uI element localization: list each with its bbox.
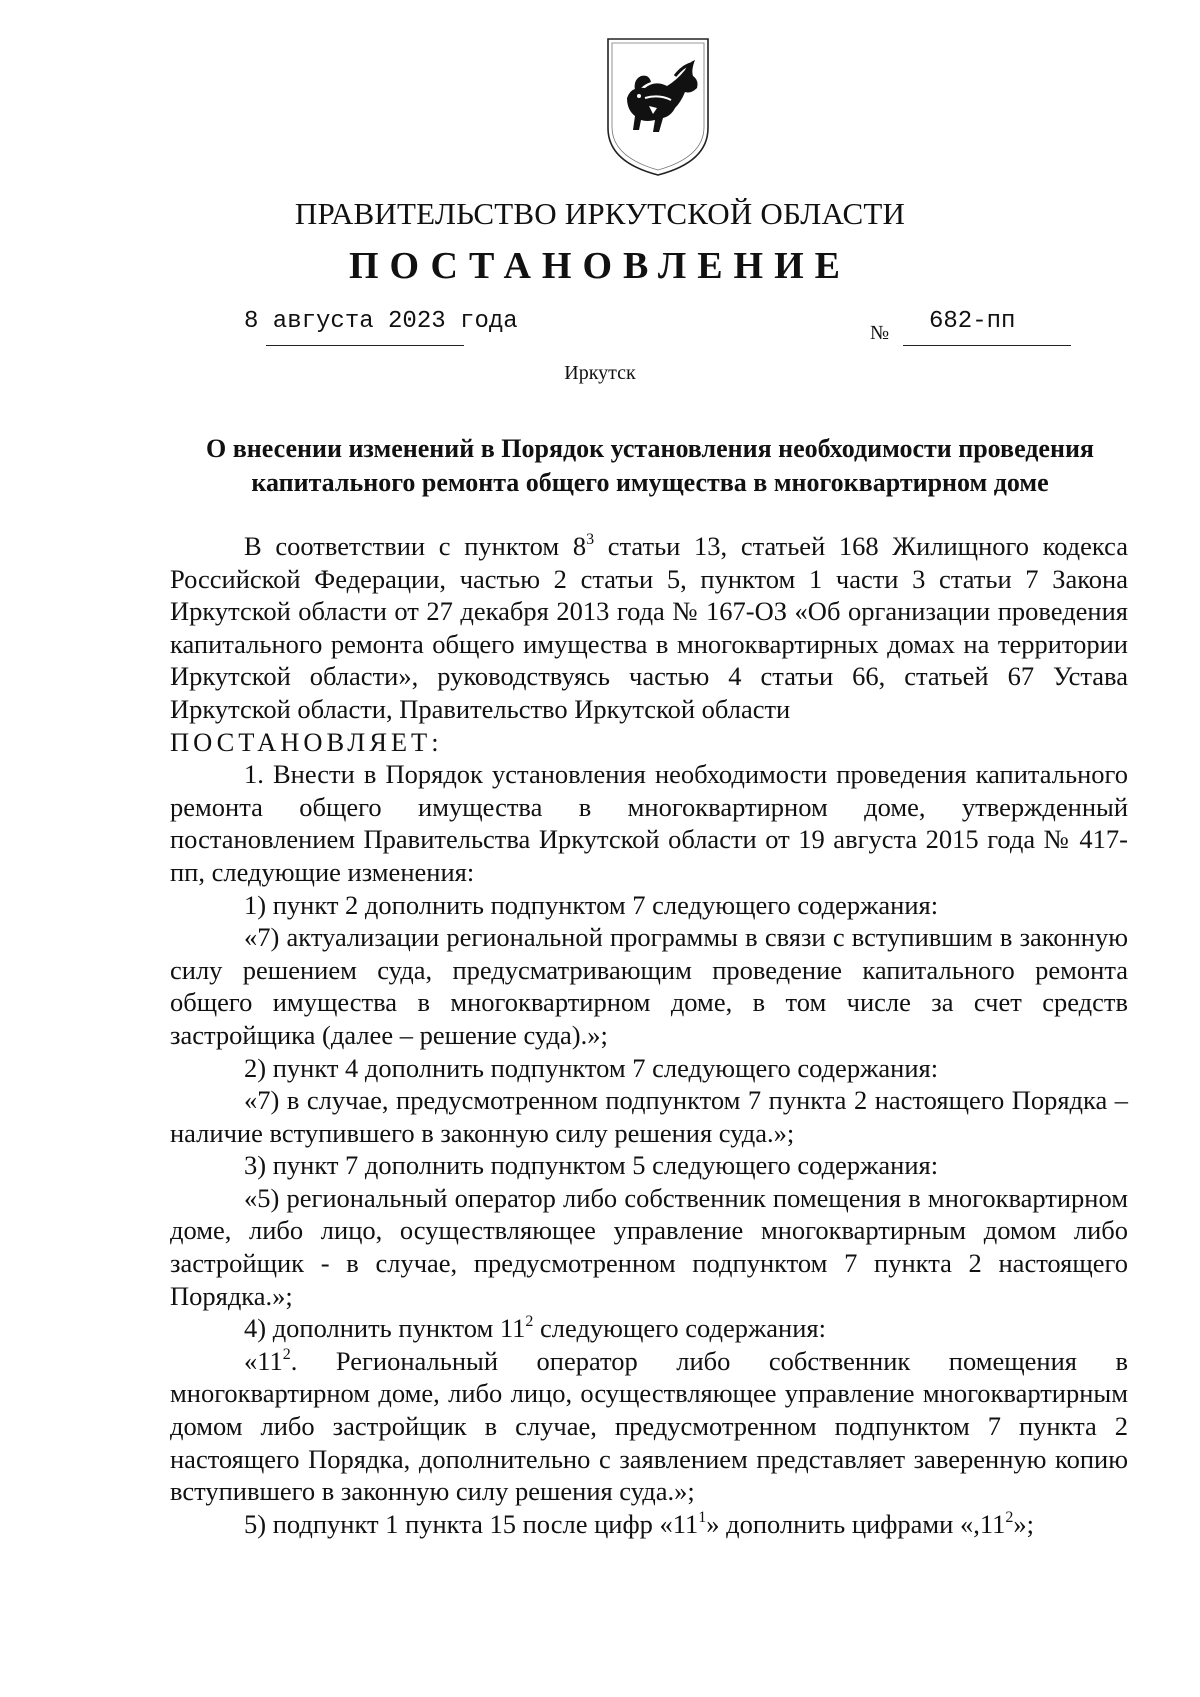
subitem-3-paragraph: 3) пункт 7 дополнить подпунктом 5 следующего содержания: [244,1150,939,1181]
resolves-heading: ПОСТАНОВЛЯЕТ: [170,726,443,757]
subitem-4-paragraph: 4) дополнить пунктом $11^2$ следующего содержания: [244,1313,826,1344]
item-1-paragraph: 1. Внести в Порядок установления необходимости проведения капитального ремонта общего имущества в многоквартирном доме, утвержденный постановлением Правительства Иркутской области от 19 августа 2015 года № 417-пп, следующие изменения: [170,759,1128,887]
number-sign: № [870,322,890,344]
preamble-paragraph: В соответствии с пунктом $8^3$ статьи 13, статьей 168 Жилищного кодекса Российской Федерации, частью 2 статьи 5, пунктом 1 части 3 статьи 7 Закона Иркутской области от 27 декабря 2013 года № 167-ОЗ «Об организации проведения капитального ремонта общего имущества в многоквартирных домах на территории Иркутской области», руководствуясь частью 4 статьи 66, статьей 67 Устава Иркутской области, Правительство Иркутской области [170,531,1128,724]
date-underline [266,345,464,346]
subitem-1-paragraph: 1) пункт 2 дополнить подпунктом 7 следующего содержания: [244,889,939,920]
organization-title: ПРАВИТЕЛЬСТВО ИРКУТСКОЙ ОБЛАСТИ [294,196,906,231]
subitem-2-paragraph: 2) пункт 4 дополнить подпунктом 7 следующего содержания: [244,1052,939,1083]
quote-3-paragraph: «5) региональный оператор либо собственник помещения в многоквартирном доме, либо лицо, осуществляющее управление многоквартирным домом либо застройщик - в случае, предусмотренном подпунктом 7 пункта 2 настоящего Порядка.»; [170,1182,1128,1311]
document-type-heading: ПОСТАНОВЛЕНИЕ [348,245,852,287]
document-date: 8 августа 2023 года [244,308,518,335]
number-underline [903,345,1071,346]
quote-1-paragraph: «7) актуализации региональной программы в связи с вступившим в законную силу решением суда, предусматривающим проведение капитального ремонта общего имущества в многоквартирном доме, в том числе за счет средств застройщика (далее – решение суда).»; [170,922,1128,1050]
document-subject: О внесении изменений в Порядок установления необходимости проведения капитального ремонта общего имущества в многоквартирном доме [206,434,1094,497]
document-body [170,530,1128,1540]
irkutsk-coat-of-arms-icon [605,36,711,178]
document-number: 682-пп [929,308,1016,335]
subitem-5-paragraph: 5) подпункт 1 пункта 15 после цифр «$11^1$» дополнить цифрами «$,11^2$»; [244,1508,1034,1539]
quote-4-paragraph: «$11^2$. Региональный оператор либо собственник помещения в многоквартирном доме, либо лицо, осуществляющее управление многоквартирным домом либо застройщик в случае, предусмотренном подпунктом 7 пункта 2 настоящего Порядка, дополнительно с заявлением представляет заверенную копию вступившего в законную силу решения суда.»; [170,1345,1128,1507]
city-name: Иркутск [564,362,636,384]
quote-2-paragraph: «7) в случае, предусмотренном подпунктом 7 пункта 2 настоящего Порядка – наличие вступившего в законную силу решения суда.»; [170,1085,1128,1148]
